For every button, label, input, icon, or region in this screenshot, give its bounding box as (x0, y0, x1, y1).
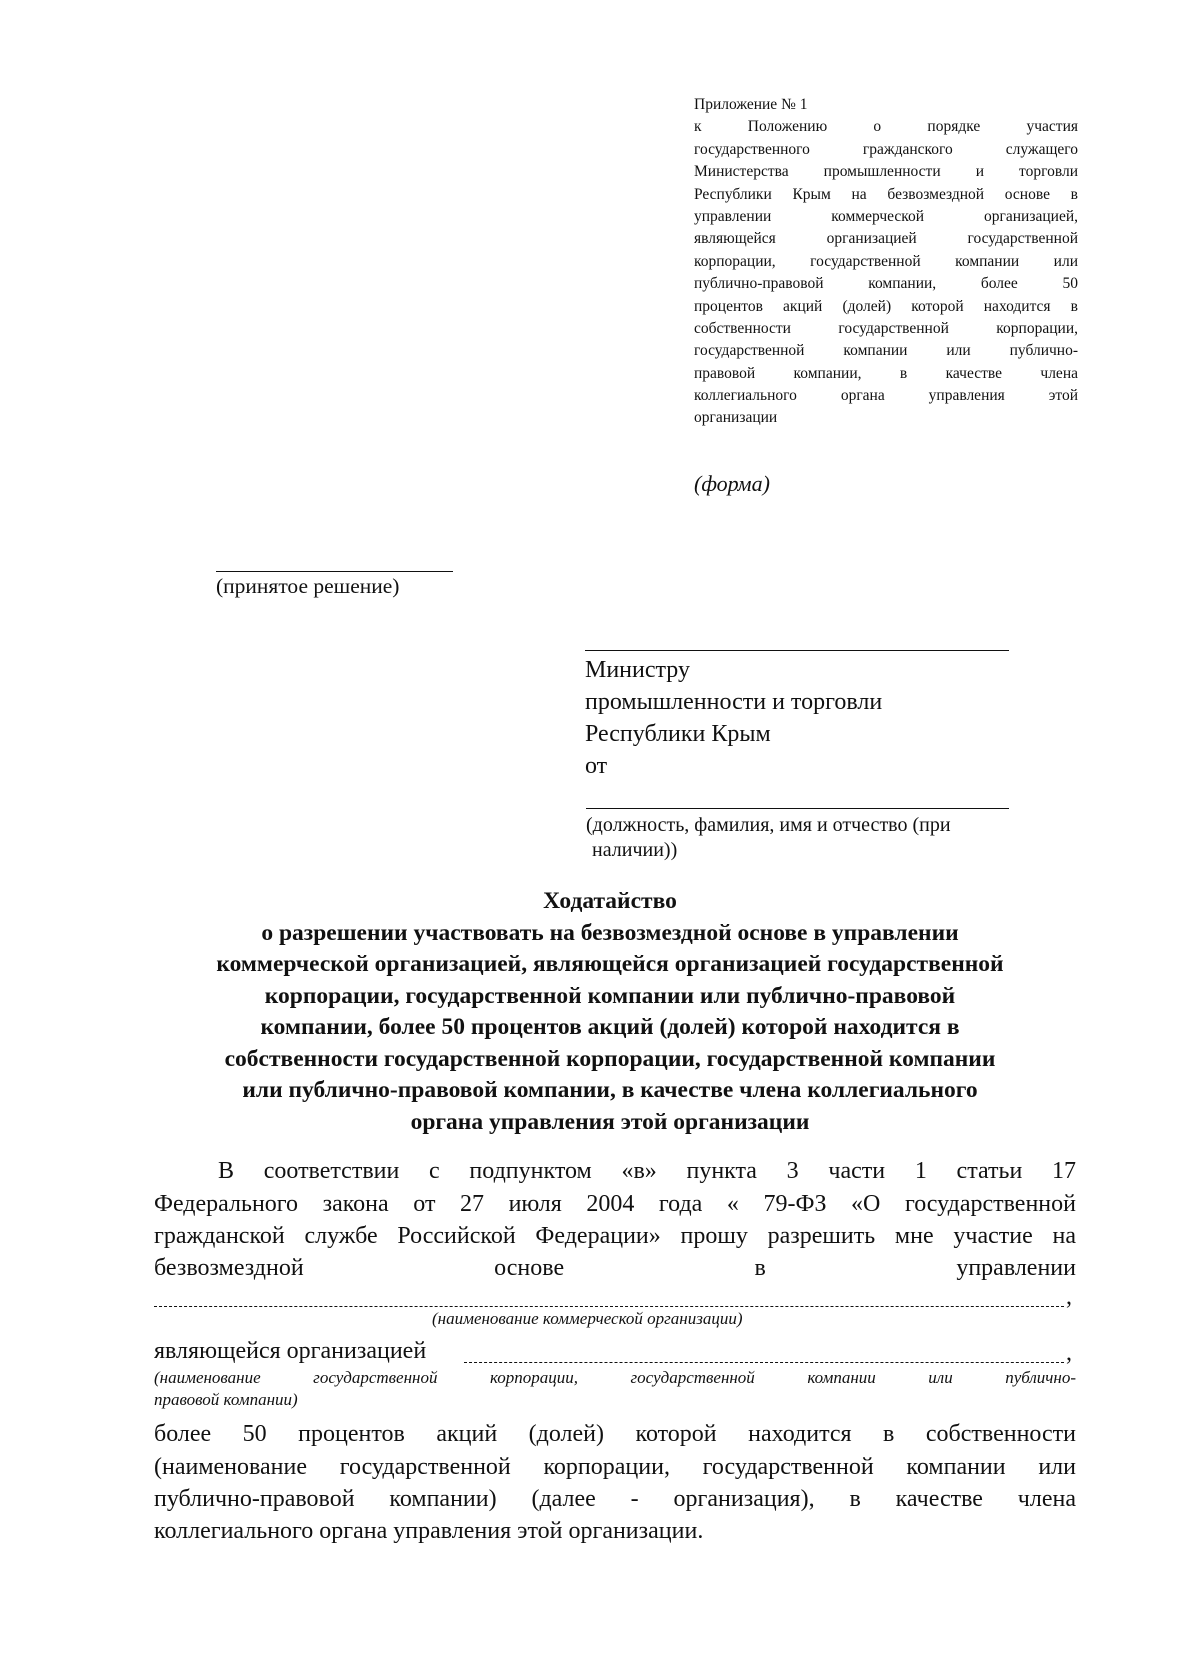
corp-name-caption: (наименование государственной корпорации, государственной компании или публично- (154, 1368, 1076, 1387)
title-line: органа управления этой организации (410, 1108, 810, 1135)
form-label: (форма) (694, 471, 770, 496)
document-heading: Ходатайство (543, 888, 677, 914)
applicant-caption-line: наличии)) (592, 839, 678, 861)
annex-line: Республики Крым на безвозмездной основе в (694, 185, 1078, 203)
org-name-caption: (наименование коммерческой организации) (432, 1309, 743, 1328)
annex-line: корпорации, государственной компании или (694, 252, 1078, 270)
annex-line: собственности государственной корпорации, (694, 319, 1078, 337)
body-line: безвозмездной основе в управлении (154, 1255, 1076, 1281)
body-line: (наименование государственной корпорации, государственной компании или (154, 1454, 1076, 1480)
addressee-top-line (585, 650, 1009, 651)
annex-block (694, 94, 1078, 430)
title-line: компании, более 50 процентов акций (долей) которой находится в (260, 1014, 960, 1040)
annex-line: организации (694, 409, 778, 427)
annex-line: управлении коммерческой организацией, (694, 207, 1078, 225)
body-line: публично-правовой компании) (далее - организация), в качестве члена (154, 1486, 1076, 1512)
title-line: или публично-правовой компании, в качестве члена коллегиального (242, 1077, 978, 1103)
annex-line: процентов акций (долей) которой находится в (694, 297, 1078, 315)
body-line: Федерального закона от 27 июля 2004 года « 79-ФЗ «О государственной (154, 1191, 1076, 1217)
annex-line: государственного гражданского служащего (694, 140, 1078, 158)
decision-caption: (принятое решение) (216, 574, 400, 598)
title-line: о разрешении участвовать на безвозмездной основе в управлении (261, 919, 959, 946)
corp-name-comma: , (1066, 1340, 1072, 1366)
org-name-blank-line (154, 1306, 1064, 1307)
body-line: коллегиального органа управления этой организации. (154, 1518, 704, 1544)
annex-line: правовой компании, в качестве члена (694, 364, 1078, 382)
annex-line: Министерства промышленности и торговли (694, 163, 1078, 181)
annex-line: коллегиального органа управления этой (694, 387, 1078, 405)
body-line: гражданской службе Российской Федерации» прошу разрешить мне участие на (154, 1223, 1076, 1249)
corp-name-blank-line (464, 1362, 1064, 1363)
body-line: В соответствии с подпунктом «в» пункта 3 части 1 статьи 17 (218, 1158, 1076, 1184)
annex-line: государственной компании или публично- (694, 342, 1078, 360)
document-title (140, 886, 1080, 1138)
body-line: более 50 процентов акций (долей) которой находится в собственности (154, 1421, 1076, 1447)
annex-line: Приложение № 1 (694, 96, 808, 113)
being-org-label: являющейся организацией (154, 1338, 427, 1364)
title-line: коммерческой организацией, являющейся организацией государственной (216, 951, 1004, 977)
addressee-minister: Министру (585, 657, 690, 683)
addressee-republic: Республики Крым (585, 721, 771, 747)
addressee-from: от (585, 753, 608, 779)
annex-line: являющейся организацией государственной (694, 230, 1078, 248)
annex-line: к Положению о порядке участия (694, 118, 1078, 136)
decision-blank-line (216, 571, 453, 572)
title-line: корпорации, государственной компании или публично-правовой (264, 982, 956, 1009)
corp-name-caption: правовой компании) (154, 1390, 298, 1409)
applicant-caption-line: (должность, фамилия, имя и отчество (при (586, 814, 951, 836)
annex-line: публично-правовой компании, более 50 (694, 275, 1078, 293)
org-name-comma: , (1066, 1284, 1072, 1310)
title-line: собственности государственной корпорации, государственной компании (224, 1045, 996, 1072)
applicant-blank-line (586, 808, 1009, 809)
applicant-caption (586, 813, 951, 863)
addressee-ministry: промышленности и торговли (585, 689, 883, 715)
